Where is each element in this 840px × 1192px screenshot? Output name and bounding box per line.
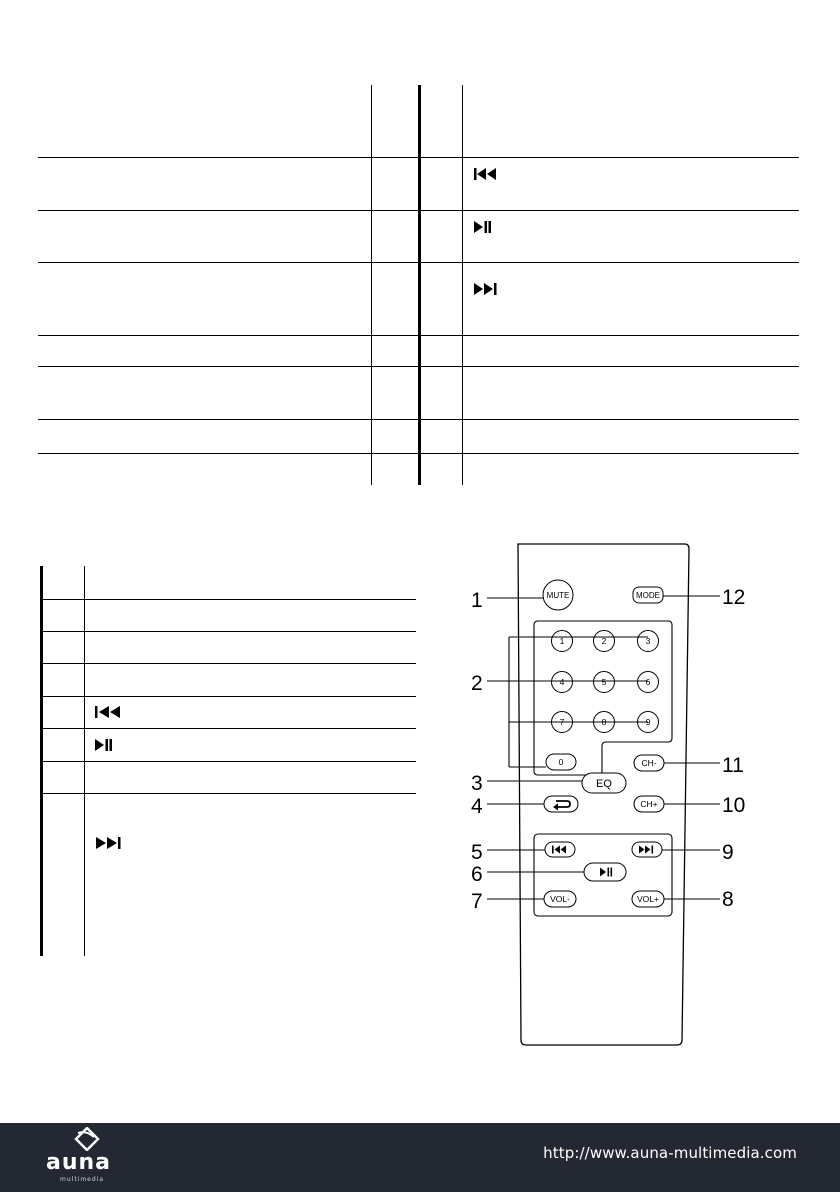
callout-8: 8	[722, 888, 734, 911]
top-table-rule	[38, 366, 799, 367]
callout-3: 3	[471, 772, 483, 795]
callout-4: 4	[471, 795, 483, 818]
mode-label: MODE	[636, 591, 660, 600]
bottom-table-rule	[40, 631, 416, 632]
play-pause-icon	[474, 221, 492, 233]
callout-5: 5	[471, 841, 483, 864]
footer-bar	[0, 1123, 840, 1192]
return-button	[544, 796, 578, 812]
remote-control-diagram	[430, 540, 770, 1050]
top-table-rule	[38, 419, 799, 420]
digit-label: 2	[601, 636, 607, 646]
bottom-table-rule	[40, 696, 416, 697]
bottom-table-rule	[40, 761, 416, 762]
remote-body	[518, 544, 689, 1045]
vol-plus-label: VOL+	[637, 894, 659, 904]
ch-minus-label: CH-	[641, 758, 657, 768]
top-table-rule	[38, 210, 799, 211]
brand-logo-subtext: multimedia	[60, 1176, 105, 1183]
play-pause-icon	[95, 739, 113, 751]
digit-label: 3	[645, 636, 651, 646]
brand-logo-text: auna	[46, 1150, 112, 1175]
digit-label: 0	[558, 757, 564, 767]
bottom-table-rule	[40, 663, 416, 664]
prev-track-icon	[95, 706, 123, 718]
bottom-table-rule	[40, 793, 416, 794]
bottom-table-rule	[40, 728, 416, 729]
callout-11: 11	[722, 754, 744, 777]
ch-plus-label: CH+	[640, 799, 658, 809]
top-table-vline-2	[418, 85, 421, 485]
next-track-icon	[474, 283, 500, 295]
digit-label: 9	[645, 717, 651, 727]
callout-6: 6	[471, 863, 483, 886]
top-table-rule	[38, 157, 799, 158]
callout-2: 2	[471, 672, 483, 695]
callout-1: 1	[471, 589, 483, 612]
website-url[interactable]: http://www.auna-multimedia.com	[543, 1144, 797, 1162]
vol-minus-label: VOL-	[550, 894, 570, 904]
digit-label: 4	[559, 677, 565, 687]
digit-label: 5	[601, 677, 607, 687]
top-table-rule	[38, 453, 799, 454]
digit-label: 1	[559, 636, 565, 646]
mute-label: MUTE	[546, 591, 570, 600]
digit-label: 8	[601, 717, 607, 727]
eq-label: EQ	[596, 778, 612, 790]
digit-label: 6	[645, 677, 651, 687]
top-table-rule	[38, 335, 799, 336]
bottom-table-rule	[40, 599, 416, 600]
top-table-vline-1	[371, 85, 372, 485]
next-track-icon	[96, 837, 124, 849]
callout-9: 9	[722, 841, 734, 864]
auna-logo-icon	[74, 1127, 100, 1151]
callout-12: 12	[722, 586, 746, 609]
digit-label: 7	[559, 717, 565, 727]
prev-track-icon	[474, 168, 498, 180]
top-table-rule	[38, 262, 799, 263]
callout-10: 10	[722, 794, 746, 817]
callout-7: 7	[471, 890, 483, 913]
top-table-vline-3	[462, 85, 463, 485]
